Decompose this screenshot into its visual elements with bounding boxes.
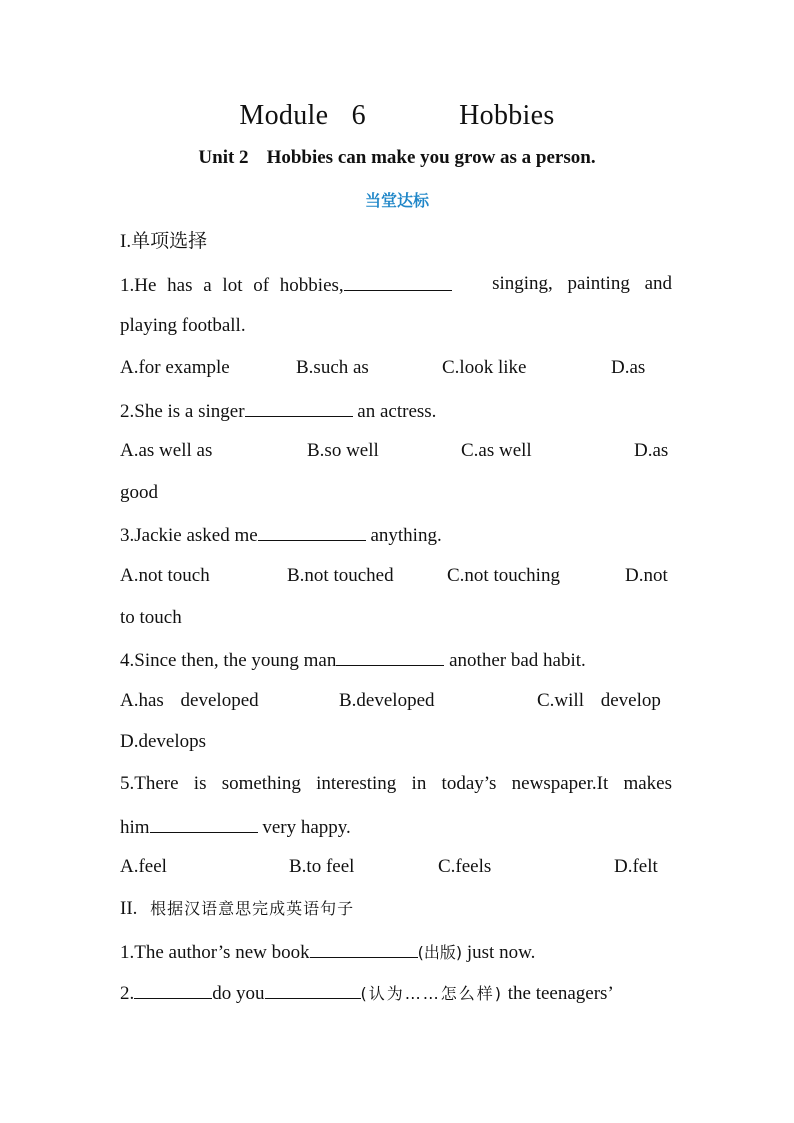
q2-option-d[interactable]: D.as bbox=[634, 440, 669, 461]
sentence-1 bbox=[120, 939, 672, 965]
question-1 bbox=[120, 272, 672, 298]
q5-option-c[interactable]: C.feels bbox=[438, 856, 492, 877]
q4-blank[interactable] bbox=[336, 647, 444, 666]
q5-blank[interactable] bbox=[150, 814, 258, 833]
q1-stem-end: singing, painting and bbox=[492, 273, 672, 294]
s2-stem-end: the teenagers’ bbox=[507, 983, 614, 1004]
q5-stem-end: very happy. bbox=[262, 817, 351, 838]
q4-option-c[interactable]: C.will develop bbox=[537, 690, 661, 711]
q2-stem: 2.She is a singer bbox=[120, 401, 245, 422]
part1-heading bbox=[120, 230, 672, 254]
q4-stem: 4.Since then, the young man bbox=[120, 650, 337, 671]
q1-option-b[interactable]: B.such as bbox=[296, 357, 369, 378]
s1-stem-end: just now. bbox=[466, 942, 536, 963]
q2-continuation: good bbox=[120, 482, 158, 503]
q2-blank[interactable] bbox=[245, 398, 353, 417]
q3-blank[interactable] bbox=[258, 522, 366, 541]
q1-blank[interactable] bbox=[344, 272, 452, 291]
q4-option-d[interactable]: D.develops bbox=[120, 731, 207, 752]
q3-stem-end: anything. bbox=[370, 525, 442, 546]
q4-stem-end: another bad habit. bbox=[449, 650, 586, 671]
q1-option-a[interactable]: A.for example bbox=[120, 357, 230, 378]
q3-option-c[interactable]: C.not touching bbox=[447, 565, 560, 586]
part2-heading bbox=[120, 897, 672, 921]
sentence-2 bbox=[120, 980, 672, 1006]
q3-option-a[interactable]: A.not touch bbox=[120, 565, 210, 586]
part2-heading-text: 根据汉语意思完成英语句子 bbox=[150, 899, 355, 918]
q5-stem: him bbox=[120, 817, 150, 838]
q2-option-c[interactable]: C.as well bbox=[461, 440, 532, 461]
question-2 bbox=[120, 398, 672, 424]
q1-option-c[interactable]: C.look like bbox=[442, 357, 527, 378]
s2-blank-1[interactable] bbox=[134, 980, 212, 999]
q3-stem: 3.Jackie asked me bbox=[120, 525, 258, 546]
q3-option-d[interactable]: D.not bbox=[625, 565, 668, 586]
part1-heading-text: I.单项选择 bbox=[120, 231, 208, 252]
question-5: 5.There is something interesting in today’s newspaper.It makes bbox=[120, 773, 672, 794]
q1-stem: 1.He has a lot of hobbies, bbox=[120, 275, 344, 296]
section-tag: 当堂达标 bbox=[364, 191, 429, 210]
q3-continuation: to touch bbox=[120, 607, 182, 628]
part2-heading-num: II. bbox=[120, 898, 138, 919]
q4-option-b[interactable]: B.developed bbox=[339, 690, 435, 711]
q5-option-d[interactable]: D.felt bbox=[614, 856, 658, 877]
q2-option-a[interactable]: A.as well as bbox=[120, 440, 213, 461]
s1-hint: (出版) bbox=[417, 943, 463, 962]
question-4 bbox=[120, 647, 672, 673]
module-title: Module 6 Hobbies bbox=[239, 100, 555, 131]
s1-blank[interactable] bbox=[310, 939, 418, 958]
q1-continuation: playing football. bbox=[120, 315, 246, 336]
s1-stem: 1.The author’s new book bbox=[120, 942, 310, 963]
q5-line-2 bbox=[120, 814, 672, 840]
q2-option-b[interactable]: B.so well bbox=[307, 440, 379, 461]
q4-option-a[interactable]: A.has developed bbox=[120, 690, 259, 711]
unit-label: Unit 2 bbox=[198, 147, 249, 168]
q5-option-b[interactable]: B.to feel bbox=[289, 856, 355, 877]
unit-heading: Hobbies can make you grow as a person. bbox=[266, 147, 596, 168]
q3-option-b[interactable]: B.not touched bbox=[287, 565, 394, 586]
s2-blank-2[interactable] bbox=[265, 980, 361, 999]
question-3 bbox=[120, 522, 672, 548]
s2-number: 2. bbox=[120, 983, 135, 1004]
unit-title bbox=[0, 147, 794, 169]
s2-hint: (认为……怎么样) bbox=[360, 984, 503, 1003]
s2-stem: do you bbox=[212, 983, 265, 1004]
q1-option-d[interactable]: D.as bbox=[611, 357, 646, 378]
q5-option-a[interactable]: A.feel bbox=[120, 856, 167, 877]
q2-stem-end: an actress. bbox=[357, 401, 437, 422]
